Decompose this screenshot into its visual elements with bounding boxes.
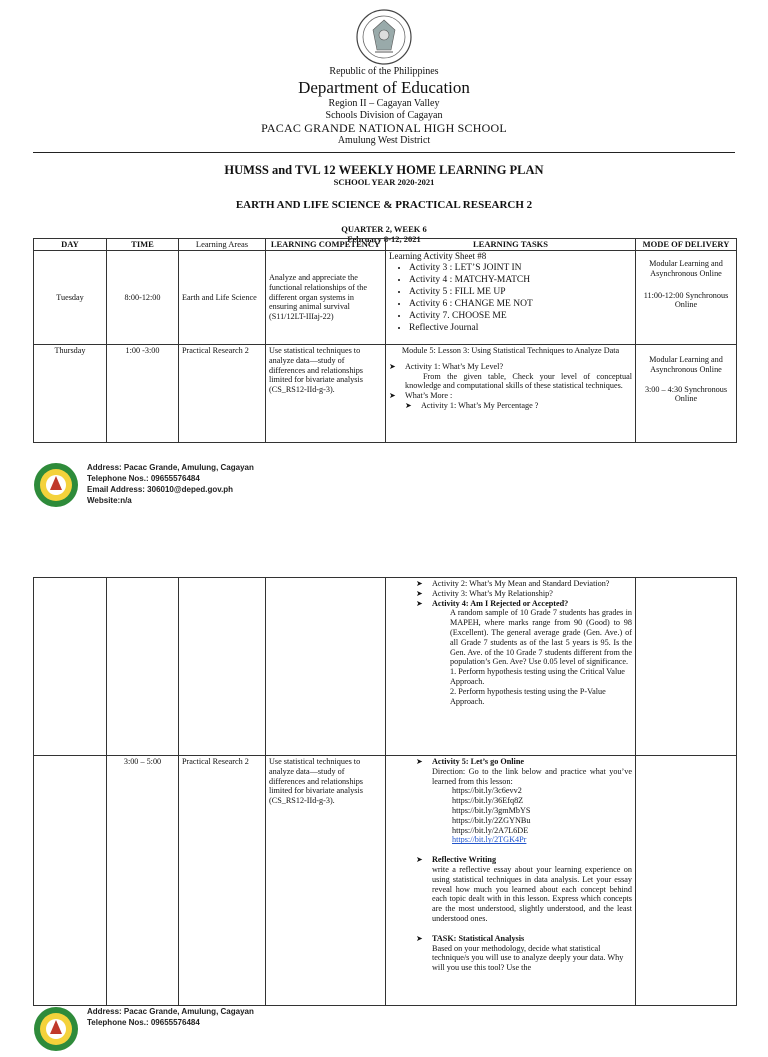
arrow-bullet-icon: ➤: [416, 588, 423, 598]
activity-item: [416, 599, 632, 609]
col-competency: LEARNING COMPETENCY: [266, 239, 386, 251]
time-cell: 3:00 – 5:00: [107, 756, 179, 1006]
activity-item: [416, 757, 632, 767]
list-item: • Reflective Journal: [409, 322, 632, 334]
learning-plan-table: [33, 238, 737, 443]
mode-cell: [636, 756, 737, 1006]
mode-modular: Modular Learning and Asynchronous Online: [649, 355, 723, 374]
school-name: PACAC GRANDE NATIONAL HIGH SCHOOL: [261, 121, 507, 135]
activity-list: [389, 262, 632, 334]
step-one: 1. Perform hypothesis testing using the Critical Value Approach.: [450, 667, 625, 686]
link-item[interactable]: https://bit.ly/2ZGYNBu: [452, 815, 531, 825]
address-line: Address: Pacac Grande, Amulung, Cagayan: [87, 1007, 254, 1016]
subjects-title: EARTH AND LIFE SCIENCE & PRACTICAL RESEARCH 2: [235, 199, 533, 211]
link-item[interactable]: https://bit.ly/36Efq8Z: [452, 796, 524, 806]
activity-label: What’s More :: [405, 391, 453, 401]
area-cell: Practical Research 2: [179, 345, 266, 443]
district-line: Amulung West District: [337, 135, 431, 146]
tasks-cell: [386, 251, 636, 345]
email-line: Email Address: 306010@deped.gov.ph: [87, 485, 234, 494]
activity-label: Reflective Writing: [432, 855, 497, 865]
activity-label: Activity 1: What’s My Level?: [405, 361, 504, 371]
telephone-line: Telephone Nos.: 09655576484: [87, 1018, 200, 1027]
republic-line: Republic of the Philippines: [329, 66, 439, 77]
activity-item: [416, 589, 632, 599]
region-line: Region II – Cagayan Valley: [328, 98, 440, 109]
table-row: [34, 578, 737, 756]
plan-title: HUMSS and TVL 12 WEEKLY HOME LEARNING PLAN: [224, 163, 544, 177]
deped-seal-icon: [355, 8, 413, 66]
competency-cell: [266, 578, 386, 756]
activity-label: Activity 3: What’s My Relationship?: [432, 588, 553, 598]
reflective-description: write a reflective essay about your learning experience on using statistical techniques in data analysis. Let your essay reveal how much you learned about each concept behind each topic dealt with in this lesson. Express which concepts are the most understood, slightly understood, and the least understood ones.: [432, 864, 632, 923]
arrow-bullet-icon: ➤: [416, 598, 423, 608]
col-mode: MODE OF DELIVERY: [636, 239, 737, 251]
address-line: Address: Pacac Grande, Amulung, Cagayan: [87, 463, 254, 472]
page-one: [0, 8, 768, 244]
tasks-cell: [386, 345, 636, 443]
activity-item: [389, 362, 632, 372]
mode-cell: [636, 578, 737, 756]
activity-description: A random sample of 10 Grade 7 students has grades in MAPEH, where marks range from 90 (Good) to 98 (Excellent). The general average grade (Gen. Ave.) of all Grade 7 students as of the last 5 years is 95. Is the Gen. Ave. of the 10 Grade 7 students different from the population’s Gen. Ave? Use 0.05 level of significance.: [450, 608, 632, 667]
step-two: 2. Perform hypothesis testing using the P-Value Approach.: [450, 686, 606, 706]
quarter-week: QUARTER 2, WEEK 6: [341, 224, 427, 234]
header-divider: [33, 152, 735, 153]
activity-direction: Direction: Go to the link below and practice what you’ve learned from this lesson:: [432, 766, 632, 786]
school-logo-icon: [33, 1006, 79, 1052]
tasks-cell: [386, 578, 636, 756]
mode-modular: Modular Learning and Asynchronous Online: [649, 259, 723, 278]
day-cell: [34, 578, 107, 756]
contact-info: [87, 462, 254, 506]
list-item: • Activity 5 : FILL ME UP: [409, 286, 632, 298]
table-header-row: [34, 239, 737, 251]
competency-cell: Use statistical techniques to analyze data—study of differences and relationships limited for bivariate analysis (CS_RS12-IId-g-3).: [266, 345, 386, 443]
day-cell: [34, 756, 107, 1006]
arrow-bullet-icon: ➤: [416, 933, 423, 943]
module-title: Module 5: Lesson 3: Using Statistical Techniques to Analyze Data: [401, 346, 620, 355]
activity-item: [416, 855, 632, 865]
contact-info: [87, 1006, 254, 1028]
area-cell: [179, 578, 266, 756]
school-year: SCHOOL YEAR 2020-2021: [333, 177, 435, 187]
activity-item: [416, 579, 632, 589]
mode-synchronous: 11:00-12:00 Synchronous Online: [643, 290, 729, 310]
division-line: Schools Division of Cagayan: [325, 110, 443, 121]
arrow-bullet-icon: ➤: [405, 400, 412, 410]
department-name: Department of Education: [298, 78, 470, 97]
footer-page-one: [33, 462, 254, 508]
arrow-bullet-icon: ➤: [389, 361, 396, 371]
arrow-bullet-icon: ➤: [416, 757, 423, 766]
school-logo-icon: [33, 462, 79, 508]
arrow-bullet-icon: ➤: [389, 391, 396, 401]
table-row: [34, 756, 737, 1006]
activity-label: Activity 5: Let’s go Online: [432, 757, 525, 766]
activity-item: [389, 391, 632, 401]
tasks-heading: Learning Activity Sheet #8: [389, 251, 487, 261]
list-item: • Activity 4 : MATCHY-MATCH: [409, 274, 632, 286]
table-row: [34, 345, 737, 443]
time-cell: [107, 578, 179, 756]
tasks-cell: [386, 756, 636, 1006]
list-item: • Activity 3 : LET’S JOINT IN: [409, 262, 632, 274]
area-cell: Practical Research 2: [179, 756, 266, 1006]
learning-plan-table-continued: [33, 577, 737, 1006]
col-tasks: LEARNING TASKS: [386, 239, 636, 251]
activity-label: Activity 4: Am I Rejected or Accepted?: [432, 598, 569, 608]
hyperlink[interactable]: https://bit.ly/2TGK4Pr: [452, 835, 527, 845]
list-item: • Activity 6 : CHANGE ME NOT: [409, 298, 632, 310]
table-row: [34, 251, 737, 345]
date-range: February 8-12, 2021: [347, 234, 421, 244]
activity-label: TASK: Statistical Analysis: [432, 933, 525, 943]
mode-cell: [636, 345, 737, 443]
col-day: DAY: [34, 239, 107, 251]
area-cell: Earth and Life Science: [179, 251, 266, 345]
day-cell: Tuesday: [34, 251, 107, 345]
link-item[interactable]: https://bit.ly/3c6evv2: [452, 786, 522, 796]
link-list: [416, 786, 632, 845]
list-item: • Activity 7. CHOOSE ME: [409, 310, 632, 322]
day-cell: Thursday: [34, 345, 107, 443]
telephone-line: Telephone Nos.: 09655576484: [87, 474, 200, 483]
mode-synchronous: 3:00 – 4:30 Synchronous Online: [644, 384, 728, 404]
col-learning-areas: Learning Areas: [179, 239, 266, 251]
arrow-bullet-icon: ➤: [416, 579, 423, 588]
website-line: Website:n/a: [87, 496, 132, 505]
activity-item: [416, 934, 632, 944]
competency-cell: Use statistical techniques to analyze data—study of differences and relationships limited for bivariate analysis (CS_RS12-IId-g-3).: [266, 756, 386, 1006]
col-time: TIME: [107, 239, 179, 251]
mode-cell: [636, 251, 737, 345]
link-item[interactable]: https://bit.ly/2A7L6DE: [452, 825, 529, 835]
time-cell: 8:00-12:00: [107, 251, 179, 345]
arrow-bullet-icon: ➤: [416, 855, 423, 865]
link-item[interactable]: https://bit.ly/3gmMbYS: [452, 805, 531, 815]
activity-label: Activity 2: What’s My Mean and Standard Deviation?: [432, 579, 610, 588]
activity-description: From the given table, Check your level of conceptual knowledge and computational skills of these statistical techniques.: [405, 371, 632, 391]
competency-cell: Analyze and appreciate the functional relationships of the different organ systems in ensuring animal survival (S11/12LT-IIIaj-22): [266, 251, 386, 345]
footer-page-two: [33, 1006, 254, 1052]
task-description: Based on your methodology, decide what statistical technique/s you will use to analyze deeply your data. Why will you use this tool? Use the: [432, 943, 624, 973]
activity-item: [389, 401, 632, 411]
activity-label: Activity 1: What’s My Percentage ?: [421, 400, 539, 410]
time-cell: 1:00 -3:00: [107, 345, 179, 443]
